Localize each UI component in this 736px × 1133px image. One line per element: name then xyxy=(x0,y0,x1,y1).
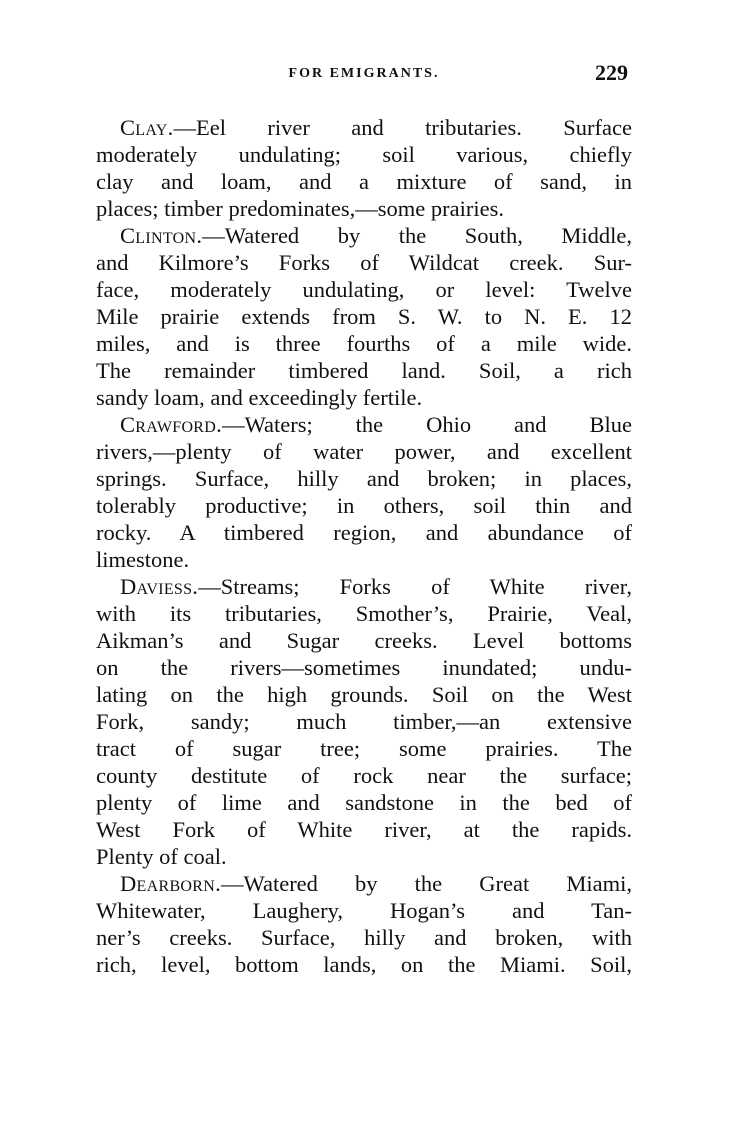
text-line: Plenty of coal. xyxy=(96,844,227,869)
paragraph-clay xyxy=(96,114,632,222)
text-line: limestone. xyxy=(96,547,190,572)
text-line: moderately undulating; soil various, chiefly xyxy=(96,142,632,167)
text-line: ner’s creeks. Surface, hilly and broken, with xyxy=(96,925,632,950)
paragraph-dearborn xyxy=(96,870,632,978)
text-line: West Fork of White river, at the rapids. xyxy=(96,817,632,842)
text-line: with its tributaries, Smother’s, Prairie, Veal, xyxy=(96,601,632,626)
text-line: and Kilmore’s Forks of Wildcat creek. Sur- xyxy=(96,250,632,275)
text-line: tract of sugar tree; some prairies. The xyxy=(96,736,632,761)
text-line: Fork, sandy; much timber,—an extensive xyxy=(96,709,632,734)
text-line: sandy loam, and exceedingly fertile. xyxy=(96,385,423,410)
text-line: places; timber predominates,—some prairies. xyxy=(96,196,504,221)
text-line: county destitute of rock near the surface; xyxy=(96,763,632,788)
text-line: tolerably productive; in others, soil thin and xyxy=(96,493,632,518)
text-line: Clay.—Eel river and tributaries. Surface xyxy=(120,115,632,140)
county-heading: Crawford. xyxy=(120,412,223,437)
text-line: Crawford.—Waters; the Ohio and Blue xyxy=(120,412,632,437)
text-line: rich, level, bottom lands, on the Miami. Soil, xyxy=(96,952,632,977)
text-line: Daviess.—Streams; Forks of White river, xyxy=(120,574,632,599)
text-line: on the rivers—sometimes inundated; undu- xyxy=(96,655,632,680)
text-line: Aikman’s and Sugar creeks. Level bottoms xyxy=(96,628,632,653)
text-line: lating on the high grounds. Soil on the West xyxy=(96,682,632,707)
text-line: springs. Surface, hilly and broken; in places, xyxy=(96,466,632,491)
text-line: Clinton.—Watered by the South, Middle, xyxy=(120,223,632,248)
county-heading: Dearborn. xyxy=(120,871,222,896)
text-line: miles, and is three fourths of a mile wide. xyxy=(96,331,632,356)
running-title: FOR EMIGRANTS. xyxy=(288,66,440,81)
text-line: Mile prairie extends from S. W. to N. E. 12 xyxy=(96,304,632,329)
paragraph-clinton xyxy=(96,222,632,411)
text-line: The remainder timbered land. Soil, a rich xyxy=(96,358,632,383)
county-heading: Clay. xyxy=(120,115,174,140)
paragraph-daviess xyxy=(96,573,632,870)
paragraph-crawford xyxy=(96,411,632,573)
running-head xyxy=(96,60,632,90)
page-number: 229 xyxy=(595,60,628,85)
text-line: Dearborn.—Watered by the Great Miami, xyxy=(120,871,632,896)
county-heading: Clinton. xyxy=(120,223,203,248)
body-text xyxy=(96,114,632,978)
text-line: plenty of lime and sandstone in the bed of xyxy=(96,790,632,815)
text-line: rivers,—plenty of water power, and excellent xyxy=(96,439,632,464)
county-heading: Daviess. xyxy=(120,574,199,599)
text-line: clay and loam, and a mixture of sand, in xyxy=(96,169,632,194)
text-line: rocky. A timbered region, and abundance of xyxy=(96,520,632,545)
text-line: Whitewater, Laughery, Hogan’s and Tan- xyxy=(96,898,632,923)
text-line: face, moderately undulating, or level: Twelve xyxy=(96,277,632,302)
